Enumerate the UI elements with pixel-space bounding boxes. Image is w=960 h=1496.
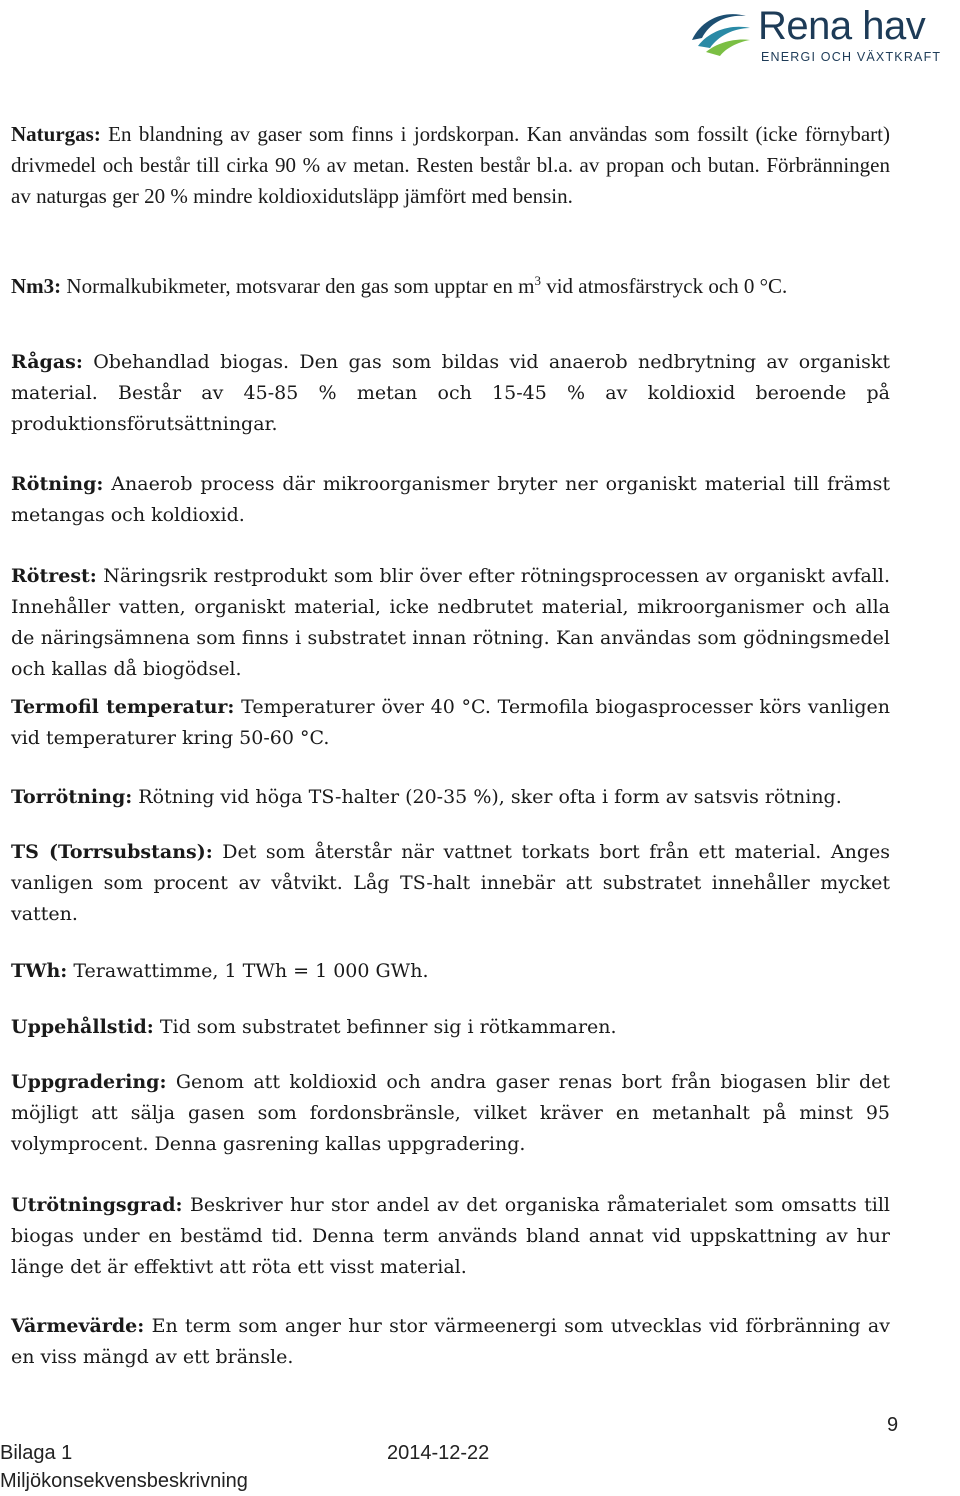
entry-uppehallstid [11, 1012, 890, 1043]
superscript: 3 [534, 273, 541, 288]
entry-term: Rötning: [11, 473, 104, 495]
entry-text: En term som anger hur stor värmeenergi som utvecklas vid förbränning av en viss mängd av ett bränsle. [11, 1315, 890, 1368]
entry-nm3 [11, 265, 890, 302]
entry-text: Obehandlad biogas. Den gas som bildas vid anaerob nedbrytning av organiskt material. Består av 45-85 % metan och 15-45 % av koldioxid beroende på produktionsförutsättningar. [11, 351, 890, 435]
entry-term: Rågas: [11, 351, 83, 373]
entry-text: Tid som substratet befinner sig i rötkammaren. [153, 1016, 617, 1038]
entry-term: Uppgradering: [11, 1071, 167, 1093]
entry-rotning [11, 469, 890, 531]
entry-text: Terawattimme, 1 TWh = 1 000 GWh. [67, 960, 429, 982]
rena-hav-logo [688, 4, 956, 68]
footer-attachment: Bilaga 1 [0, 1442, 73, 1464]
entry-text: Näringsrik restprodukt som blir över efter rötningsprocessen av organiskt avfall. Innehåller vatten, organiskt material, icke nedbrutet material, mikroorganismer och alla de näringsämnena som finns i substratet innan rötning. Kan användas som gödningsmedel och kallas då biogödsel. [11, 565, 890, 680]
entry-term: Utrötningsgrad: [11, 1194, 183, 1216]
logo-name: Rena hav [758, 4, 926, 48]
entry-term: Uppehållstid: [11, 1016, 154, 1038]
logo-tagline: ENERGI OCH VÄXTKRAFT [761, 50, 942, 64]
entry-text: vid atmosfärstryck och 0 °C. [540, 274, 788, 298]
entry-twh [11, 956, 890, 987]
entry-text: Temperaturer över 40 °C. Termofila biogasprocesser körs vanligen vid temperaturer kring 50-60 °C. [11, 696, 891, 749]
entry-naturgas [11, 119, 890, 212]
entry-text: Normalkubikmeter, motsvarar den gas som upptar en m [61, 274, 535, 298]
entry-term: Rötrest: [11, 565, 97, 587]
entry-text: Beskriver hur stor andel av det organiska råmaterialet som omsatts till biogas under en bestämd tid. Denna term används bland annat vid uppskattning av hur länge det är effektivt att röta ett visst material. [11, 1194, 890, 1278]
page-number: 9 [887, 1414, 899, 1436]
entry-torrotning [11, 782, 890, 813]
footer-document-title: Miljökonsekvensbeskrivning [0, 1470, 248, 1492]
wave-logo-icon [688, 6, 754, 62]
entry-ragas [11, 347, 890, 440]
entry-term: Torrötning: [11, 786, 133, 808]
entry-term: TWh: [11, 960, 68, 982]
footer-date: 2014-12-22 [387, 1442, 490, 1464]
entry-text: Det som återstår när vattnet torkats bort från ett material. Anges vanligen som procent av våtvikt. Låg TS-halt innebär att substratet innehåller mycket vatten. [11, 841, 890, 925]
entry-term: Värmevärde: [11, 1315, 145, 1337]
entry-term: Nm3: [11, 274, 62, 298]
entry-ts [11, 837, 890, 930]
entry-term: Naturgas: [11, 122, 101, 146]
entry-rotrest [11, 561, 890, 685]
entry-varmevarde [11, 1311, 890, 1373]
entry-utrotningsgrad [11, 1190, 890, 1283]
entry-text: Anaerob process där mikroorganismer bryter ner organiskt material till främst metangas och koldioxid. [11, 473, 890, 526]
entry-uppgradering [11, 1067, 890, 1160]
entry-text: Rötning vid höga TS-halter (20-35 %), sker ofta i form av satsvis rötning. [132, 786, 842, 808]
entry-text: En blandning av gaser som finns i jordskorpan. Kan användas som fossilt (icke förnybart) drivmedel och består till cirka 90 % av metan. Resten består bl.a. av propan och butan. Förbränningen av naturgas ger 20 % mindre koldioxidutsläpp jämfört med bensin. [11, 122, 890, 208]
entry-text: Genom att koldioxid och andra gaser renas bort från biogasen blir det möjligt att sälja gasen som fordonsbränsle, vilket kräver en metanhalt på minst 95 volymprocent. Denna gasrening kallas uppgradering. [11, 1071, 890, 1155]
entry-term: Termofil temperatur: [11, 696, 235, 718]
entry-termofil [11, 692, 890, 754]
entry-term: TS (Torrsubstans): [11, 841, 213, 863]
